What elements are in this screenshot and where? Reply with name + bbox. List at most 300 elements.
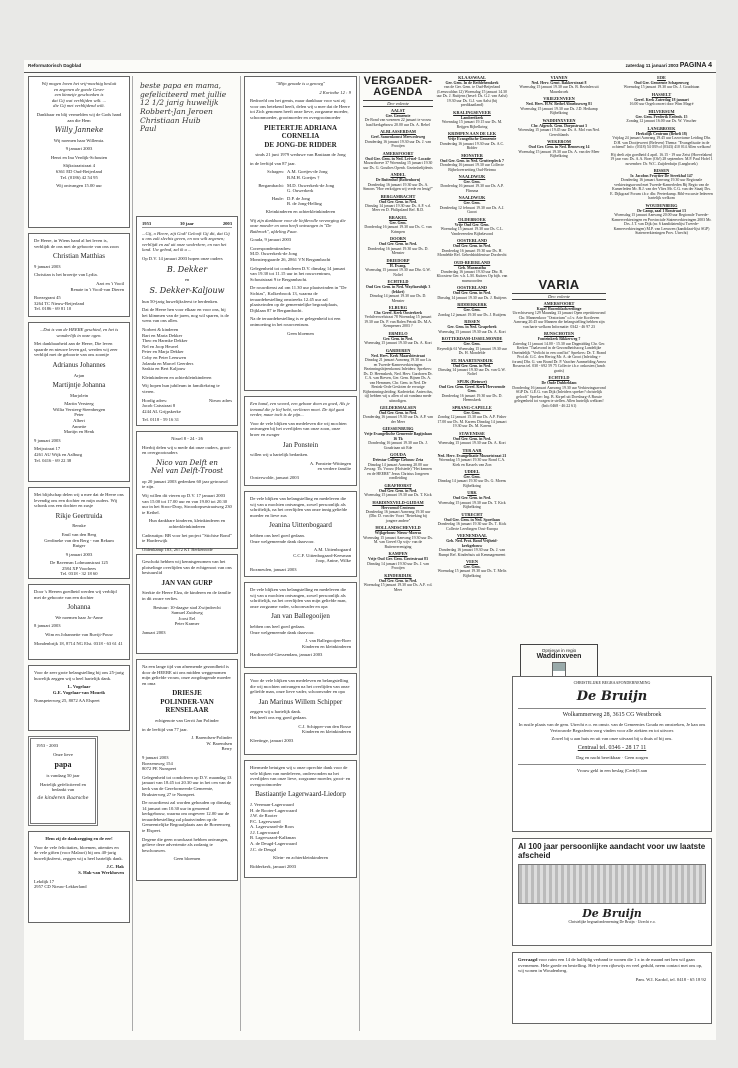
agenda-detail: Zaterdag 11 januari 14.00 - 15.30 uur Dagmiddag Chr. Ger. Kerken "Taalavond in de Gezondheidszorg Landelijke Oneindelijk "Verlicht in een conflict" Sprekers: Dr. T. Brand Prof.dr. G.C. den Hertog Mr. A. de Groot (Inleiding + forum) Dhr. G. van Brand Dr. P. Vaacher Aanmelding Arnea Bosseus tel. 030 - 692 59 75 Collecte t.b.v. onkosten (lunch gratis) <box>512 341 607 373</box>
agenda-church: Chr. Geref. Kerk Oosterkerk <box>373 310 423 315</box>
de-bruijn-ad-2 <box>512 838 712 946</box>
waddinxveen-ad: Opnieuw in regio Waddinxveen <box>520 644 598 700</box>
visit-info: Wij willen dit vieren op D.V. 17 januari 2003 van 15.00 tot 17.00 uur en van 19.00 tot 20.30 uur in het Stroo-Dorp, Stroodorpsestraatweg 230 te Kethel. <box>142 493 232 515</box>
poem: Een hand, een woord, een gebaar doen zo goed, Als je iemand die je lief hebt, verliezen moet. De tijd gaat verder, maar toch is de pijn... <box>250 401 350 418</box>
agenda-church: Oud Ger. Gem. in Ned. <box>378 199 418 204</box>
agenda-church: Ger. Gem. <box>463 179 481 184</box>
agenda-church: Oud Ger. Gem. in Ned. <box>378 488 418 493</box>
agenda-church: Oud Ger. Gem. in Ned. <box>452 291 492 296</box>
agenda-church: Oud Ger. Gem. in Ned. <box>452 363 492 368</box>
parents: Emil van den Berg Gerdineke van den Berg - van Rekum Rutger <box>44 531 114 549</box>
agenda-church: Ger. Gem. In de Bethlehemkerk <box>445 80 499 85</box>
agenda-item <box>436 432 508 446</box>
quote: "Mijn genade is u genoeg" <box>275 81 326 86</box>
agenda-place: SPIJK (Betuwe) <box>457 378 487 384</box>
agenda-detail: Zondag 12 januari 15.30 uur Ds. A.P. Fisher 17.00 uur Ds. M. Karens Dinsdag 14 januari 19.30 uur Ds. M. Karens <box>437 415 507 429</box>
agenda-place: SPRANG-CAPELLE <box>452 404 492 410</box>
thanks-uittenbogaard <box>244 491 357 577</box>
agenda-church: Ger. Gem. <box>463 564 481 569</box>
agenda-place: VIANEN <box>550 75 568 80</box>
agenda-church: Geref. Kerk Zaterdag 18 januari <box>634 97 689 102</box>
condolence-info: Gelegenheid tot condoleren D.V. dinsdag 14 januari van 19.30 tot 11.15 uur in het rouwcentrum, Schoutstraat 9 te Bergambacht. <box>250 265 346 282</box>
agenda-subtitle: Dee volente <box>363 100 433 107</box>
text: Voor de vele felicitaties, bloemen, attenties en de vele giften (voor Malawi) bij ons 40-jarig huwelijksfeest, zeggen wij u heel hartelijk dank. <box>34 844 123 861</box>
phone: Centraal tel. 0346 - 28 17 11 <box>577 744 647 751</box>
child-nickname: Renske <box>72 523 86 529</box>
date-line: Op D.V. 14 januari 2003 hopen onze ouders <box>142 255 223 261</box>
agenda-detail: Woensdag 15 januari 19.30 uur Ds. A. Kort <box>438 329 506 334</box>
parents: Wim en Johannette van Ruvijt-Pouw <box>45 631 113 637</box>
address: Lekdijk 17 2957 CD Nieuw-Lekkerland <box>34 878 87 890</box>
anniversary-van-delft <box>136 431 238 552</box>
birth-announcement-johanna <box>28 584 130 660</box>
agenda-place: BUNSCHOTEN <box>543 331 575 337</box>
agenda-church: Ger. Gem. <box>463 308 481 313</box>
page-date: zaterdag 11 januari 2003 PAGINA 4 <box>625 62 712 69</box>
address: Jacob Catsstraat 8 4244 AL Grijpskerke <box>142 403 181 414</box>
agenda-place: WOUDENBERG <box>645 202 678 208</box>
visit-info: Wij ontvangen 15.00 uur <box>56 183 102 189</box>
agenda-detail: Woensdag 15 januari 19.30 uur Ds. J.D. Heikamp Bijbelkring <box>520 106 598 116</box>
agenda-place: DOORN <box>390 236 406 242</box>
agenda-item <box>512 302 606 329</box>
agenda-church: Lambertkerk <box>460 115 484 120</box>
column-divider <box>359 76 360 1031</box>
agenda-item <box>512 76 606 94</box>
agenda-detail: Donderdag 16 januari 19.30 uur Ds. J. van Rumpt Ref. Kinderhuis uit Kenmagemeent <box>438 548 506 557</box>
agenda-detail: 16.00 uur Orgelconcert door Wim Magré <box>629 102 694 107</box>
agenda-item <box>436 491 508 509</box>
agenda-detail: Dinsdag 21 januari Aanvang 19.30 uur Lis en Tweede-Kamerverkiezingen Bezinningsbijeenkomst Inleiders: Sprekers: Ds. D. Heemskerk, Ned. Herv. Gardoren Dr. C.A. van Rieven, Ger. Gem. Bijnen Ds. A. van Hemmen, Chr. Gem. in Ned. De Bezink-Orde Gesloten de ervarige Bijbezinningsleiding. Kadertekst. Anten dus, tij) hebben wij u allen of uit vandana mede uitnodigen. <box>363 358 433 403</box>
agenda-church: Ger. Gem. <box>463 410 481 415</box>
agenda-detail: Donderdag 16 januari 19.30 uur Ds. D. Menster <box>367 246 429 256</box>
agenda-item <box>436 132 508 150</box>
agenda-detail: Vrijdag 24 januari Aanvang 19.45 uur Lezovianse Leiding Dhr. D.H. van Dooijeweert (Beleven) Thema: "Evangelisatie in de ochtend" Info: (0318) 54 039 of (0343) 410 014 Allen welkom! <box>612 136 711 150</box>
agenda-church: Oud Ger. Gem. in Ned. <box>378 578 418 583</box>
agenda-church: Oud Ger. Gem. in Ned. Lei-nel- Locatie <box>365 156 431 161</box>
agenda-church: Oud Ger. Gem. in Ned. Sportlaan <box>444 517 500 522</box>
agenda-place: GELDERMALSEN <box>379 405 417 411</box>
agenda-place: ANDEL <box>390 172 406 178</box>
child-nickname-2: Marjolein <box>69 392 89 398</box>
deceased-name: DRIESJE POLINDER-VAN RENSELAAR <box>160 689 214 715</box>
thanks-anniversary-vogelaar <box>28 665 130 731</box>
text: willen wij u hartelijk bedanken. <box>250 452 309 458</box>
agenda-item <box>363 484 433 498</box>
address: De Ravensm Lohmanstraat 125 2584 XP Voorhees Tel. 0318 - 32 18 60 <box>49 560 109 577</box>
signature: de kinderen Baarsche <box>37 795 89 801</box>
agenda-church: Chr. Afgesch. Gem. Dorpsstraat 3 <box>531 123 587 128</box>
column-divider <box>240 76 241 1031</box>
deceased-name: Bastiaantje Lagerwaard-Liedorp <box>255 790 346 799</box>
agenda-detail: Donderdag 16 januari 19.30 uur Ds. A. Simons "Hoe verkrijgen wij vrede en lenig?" <box>363 182 433 192</box>
agenda-place: LANGBROEK <box>647 125 676 131</box>
agenda-church: De Buitenhof (Boltenhorn) <box>375 178 421 183</box>
date: Ridderkerk, januari 2003 <box>250 863 297 869</box>
children: J. Barendsen-Polinder W. Barendsen Berry <box>191 735 232 752</box>
agenda-church: Ger. Gem. <box>389 220 407 225</box>
thanks-line: Dankbaar en blij vermelden wij de Gods hand aan die Hem <box>36 111 122 123</box>
de-bruijn-logo: De Bruijn <box>582 906 642 920</box>
address: Nunspeterweg 25, 8072 AA Elspeet <box>34 698 100 704</box>
agenda-detail: Woensdag 15 januari 19.45 uur Ds. A. Mol van Ned. Gerechlands <box>518 128 600 137</box>
grandchildren: Klein- en achterkleinkinderen <box>273 855 328 861</box>
agenda-detail: Donderdag 16 januari 19.30 uur Dhr. B. Kloosterz Ger. v.h. L.M. Kuiters Op bijb. van manwoorden <box>436 270 508 283</box>
signature: C.J. Schipper-van den Bosse Kinderen en kleinkinderen <box>298 723 351 735</box>
agenda-item <box>436 406 508 429</box>
agenda-detail: Woensdag 15 januari 19.30 uur Ds. T. Kick <box>364 493 432 498</box>
agenda-item <box>436 470 508 488</box>
signature: A. Ponstein-Wittingen en verdere familie <box>309 460 351 472</box>
agenda-place: OOSTERLAND <box>456 238 488 244</box>
agenda-item <box>363 306 433 329</box>
agenda-item <box>363 173 433 191</box>
date-line: op 20 januari 2003 gedenken 60 jaar getrouwd te zijn. <box>142 478 228 490</box>
agenda-item <box>363 552 433 570</box>
agenda-place: WEKEROM <box>547 139 571 145</box>
agenda-place: NAALDWIJK <box>458 195 486 201</box>
agenda-place: VEENENDAAL <box>456 533 488 539</box>
agenda-place: VEEN <box>466 559 478 565</box>
agenda-item <box>363 427 433 450</box>
de-bruijn-logo: De Bruijn <box>576 688 648 704</box>
agenda-detail: Woensdag 15 januari 19.30 uur Ds. A.F. v.d. Meer <box>363 583 433 592</box>
thanks-ballegooijen <box>244 582 357 668</box>
agenda-title: VERGADER- AGENDA <box>363 75 433 98</box>
agenda-place: ECHTELD <box>548 375 570 381</box>
signature: J. van Ballegooijen-Boer Kinderen en kleinkinderen <box>302 638 351 649</box>
agenda-item <box>436 513 508 531</box>
agenda-item <box>610 169 713 201</box>
agenda-detail: Donderdag 16 januari 19.30 uur Ds. J. van Prooijen <box>364 139 432 149</box>
birth-announcement-rikje <box>28 487 130 579</box>
names: J.C. Hak S. Hak-van Werkhoven <box>78 864 124 875</box>
date: Oosterwolde, januari 2003 <box>250 474 299 480</box>
meeting-info: Na de teraardebestelling is er gelegenheid tot een ontmoeting in het rouwcentrum. <box>250 316 341 327</box>
agenda-church: Geb. Ned. Prot. Bond Vrijheid-kerkgebouw <box>446 539 498 548</box>
agenda-detail: Verhilverwelstraat 78 Woensdag 15 januari 19.30 uur Ds. P. van Balen Petrak Ds. M.A. Kempeners 2003 ? <box>364 315 432 329</box>
agenda-church: Vrije Evangelische Gemeente <box>447 137 497 142</box>
agenda-item <box>363 259 433 277</box>
agenda-church: Wijkgebouw Nieuw-Moeras <box>374 531 422 536</box>
agenda-detail: Donderdag 16 januari 19.30 uur Collecte Bijbeloverzetting Oud-Beirma <box>440 163 504 172</box>
agenda-place: KRIMPEN AAN DE LEK <box>447 131 497 137</box>
agenda-detail: Donderdag 16 januari 19.30 uur Ds. A.P. van der Meer <box>363 415 433 424</box>
text: hebben ons heel goed gedaan. Onze welgemeende dank daarvoor. <box>250 623 315 635</box>
agenda-item <box>436 175 508 193</box>
date: Boxmeulen, januari 2003 <box>250 566 297 572</box>
agenda-church: Oud Ger. Gem. Geref. Kerk Hervormde Gem. <box>438 384 506 394</box>
agenda-church: Oud Ger. Gem. in Ned. <box>452 496 492 501</box>
date: Hardinxveld-Giessendam, januari 2003 <box>250 652 323 658</box>
agenda-detail: Dinsdag 14 januari 19.30 uur Ds. J. van Prooijen <box>367 561 429 571</box>
agenda-place: KINDERDIJK <box>384 572 412 578</box>
agenda-church: Oud Ger. Gem. in Ned. Benneweg 14 <box>528 145 590 150</box>
deceased-name: PIETERTJE ADRIANA CORNELIA DE JONG-DE RIDDER <box>263 123 338 149</box>
agenda-place: UTRECHT <box>461 511 483 517</box>
agenda-church: Oud Ger. Gem. in Ned. Grutterpleck 7 <box>440 158 504 163</box>
agenda-item <box>436 111 508 129</box>
agenda-item <box>363 216 433 234</box>
address: Boezegrant 45 3264 TC Nieuw-Beijerland Tel. 0186 - 69 81 10 <box>34 295 85 312</box>
agenda-detail: Dinsdag 14 januari 19.30 uur Ds. van G.W. Noltel <box>438 367 506 377</box>
birth-date: 9 januari 2003 <box>65 146 93 152</box>
intro: Met blijdschap delen wij u mee dat de Heere ons levendig ons een dochter en mijn ouders. Wij schonk ons een dochter en zusje <box>34 492 124 509</box>
birth-date: 9 januari 2003 <box>65 551 93 557</box>
wife-name: S. Dekker-Kaljouw <box>149 285 225 295</box>
child-nickname: Wij noemen haar Willemia. <box>53 137 105 143</box>
varia-list <box>512 302 606 640</box>
agenda-place: GARDEREN <box>385 347 411 353</box>
newspaper-name: Reformatorisch Dagblad <box>28 63 82 68</box>
child-name: Adrianus Johannes <box>52 360 106 369</box>
agenda-place: OOSTERLAND <box>456 285 488 291</box>
agenda-church: Fonteinkerk Rikkerweg 7 <box>537 337 581 342</box>
address: 9 januari 2003 Boezemweg 154 8072 PE Nunspeet <box>142 754 177 772</box>
agenda-item <box>436 303 508 317</box>
text: Voor de zeer grote belangstelling bij ons 25-jarig huwelijk zeggen wij u heel hartelijk dank. <box>34 670 124 681</box>
agenda-church: Vrije Oud Ger. Gem. Grotestraat 83 <box>368 557 428 562</box>
note: Dag en nacht bereikbaar · Geen zorgen <box>576 755 648 761</box>
agenda-item <box>363 453 433 480</box>
agenda-church: Driestar College Gebouw Zeta <box>372 458 424 463</box>
poem: Wij mogen loven het vrij-machtig besluit en zegenen de goede Gever een kinnetje geschonken is dat Gij wat verblijden wilt. ... die Gij met verblijdend wilt. <box>41 81 117 109</box>
agenda-church: Ger. Gemeente <box>385 113 411 118</box>
agenda-church: Ned. Herv. Kerk Maarsbiestraat <box>371 353 425 358</box>
agenda-church: Oud Ger. Gem. in Ned. Wayfiaruhijk 3 (lekket) <box>365 285 431 294</box>
address: Oldenkamp 183, 2672 KT Berkenrode <box>142 546 213 552</box>
agenda-church: H. Evang. <box>389 263 407 268</box>
agenda-place: HOLLANDSCHEVELD <box>375 525 421 531</box>
text: Zowel bij u aan huis en uit van onze uitvaart bij u thuis of bij ons. <box>551 736 673 742</box>
parents: Henri en Ina Verdijk-Schouten <box>50 154 108 160</box>
agenda-detail: Donderdag 16 januari 19.30 uur Ds. T. Kick Collecte Leerlingen Oost-Europa <box>437 522 507 531</box>
agenda-place: AALST <box>390 108 406 113</box>
varia-subtitle: Deo volente <box>512 293 606 300</box>
de-bruijn-ad: CHRISTELIJKE BEGRAAFONDERNEMING De Bruijn Wolkammerweg 28, 3615 CG Westbroek In rustle plaats van de gem. Utrecht e.o. en omstr. van de Gemeentes Gouda en omstreken, Je kan ons Vertrouwde Begrafenis-zorg vinden voor alle ziekten en tot uitvoer. Zowel bij u aan huis en uit van onze uitvaart bij u thuis of bij ons. Centraal tel. 0346 - 28 17 11 Dag en nacht bereikbaar · Geen zorgen Vrouw gekl in een beslag (Cede)3 aan <box>512 676 712 832</box>
agenda-list <box>610 76 713 236</box>
agenda-item <box>436 320 508 334</box>
child-name: Christian Matthias <box>53 252 105 261</box>
agenda-place: GIESSENBURG <box>382 426 414 432</box>
agenda-detail: Dinsdag 14 januari 19.30 uur Ds. G. Moens Bijbelkring <box>437 479 507 488</box>
agenda-item <box>436 449 508 467</box>
agenda-place: WADDINXVEEN <box>542 117 576 123</box>
address: Slijkstraatstraat 4 6361 ED Oud-Beijerland Tel. (0186) 42 54 95 <box>55 163 103 180</box>
page-header <box>24 60 716 73</box>
agenda-church: Oud Ger. Gem. in Ned. <box>378 410 418 415</box>
agenda-place: HASSELT <box>651 91 672 97</box>
agenda-place: ST. MAARTENSDIJK <box>451 357 493 363</box>
agenda-church: De Camp, zaal 1 Bosstraat 13 <box>637 208 686 213</box>
agenda-detail: Woensdag 15 januari 19.30 uur Ds. B. Bezinlen uit Maarsbroek <box>519 85 599 94</box>
intro: De Heere, in Wiens hand al het leven is, verblijdt de ons met de geboorte van ons zoon <box>34 238 119 249</box>
agenda-item <box>512 140 606 158</box>
agenda-church: Hervormd Centrum <box>381 505 415 510</box>
agenda-item <box>363 237 433 255</box>
agenda-place: GOUDA <box>390 452 406 458</box>
agenda-church: De Oude Dubbeldam <box>541 381 577 386</box>
agenda-item <box>512 119 606 137</box>
child-nickname: Arjan <box>73 372 85 378</box>
agenda-place: OLDEBROEK <box>458 216 486 222</box>
birthday-card-papa <box>28 736 98 826</box>
agenda-church: Ger. Gem. in Ned. <box>383 336 413 341</box>
thanks-schipper <box>244 673 357 755</box>
deceased-name: Jan Marinus Willem Schipper <box>258 697 343 706</box>
agenda-place: TER AAR <box>462 447 482 453</box>
signature: A.M. Uittenbogaard C.C.F. Uittenbogaard-Keesman Joop, Anine, Wilke <box>293 547 351 564</box>
column-divider <box>132 76 133 1031</box>
agenda-item <box>512 97 606 115</box>
parents: Aart en 't Vooil Renate in 't Vooil-van Dieren <box>70 280 124 292</box>
agenda-detail: Woensdag 15 januari 19.30 uur Ds. A. van der Meer Bijbelkring <box>518 149 600 159</box>
agenda-place: BERGAMBACHT <box>380 193 416 199</box>
agenda-detail: Zondag 12 januari 19.30 uur Ds. J. Ruitjens <box>437 312 507 317</box>
agenda-church: Ger. Gem. <box>463 201 481 206</box>
death-notice-polinder <box>136 659 238 881</box>
agenda-item <box>436 380 508 403</box>
agenda-detail: Hij deelt zijn goedheid 4 april. 16.15 - 19 uur Zeist (Hoevelaken) 19 jaar van: Ds. A.A. Boer (Oh!) 28 september. M.P. Paul Hofel 1 november: Dr. W.C. Zuijderduijn (Langbroek) <box>610 152 713 166</box>
line: Onze lieve <box>53 751 73 757</box>
agenda-church: Oud Ger. Gemeente Schapenweg <box>634 80 689 85</box>
agenda-detail: Donderdag 16 januari 19.30 uur Ds. A.C. Ridder <box>439 141 505 151</box>
children-list: Schagen: A.M. Goetjes-de Jong B.M.H. Goetjes † Bergambacht: M.D. Ouwerkerk-de Jong G. Ouwerkerk Haule: D.P. de Jong B. de Jong-Helling <box>258 169 335 207</box>
anniversary-dekker: 1953 30 jaar 2003 ...Gij, o Heere, zijt God! Gelooft Gij dit, dat Gij u ons zult slechts geven, en ons wilt zegenen; verblijdt en zal uit onze wederkere, en van het land. Uw gebod, zal ik u ... Op D.V. 14 januari 2003 hopen onze ouders B. Dekker en S. Dekker-Kaljouw hun 50-jarig huwelijksfeest te herdenken. Dat de Heere hen voor elkaar en voor ons, bij het klimmen van de jaren, nog wil sparen, is de wens van ons allen. Norbert & kinderen Bart en Maria Dekker Theo en Harmke Dekker Nel en Joop Heuvel Peter en Marja Dekker Coby en Peter Leeuwen Jolanda en Marcel Geerders Saskia en Bert Kaljouw Kleinkinderen en achterkleinkinderen Wij hopen hun jubileum in familiekring te vieren. Hordig adres: Nieuw adres Jacob Catsstraat 8 4244 AL Grijpskerke Tel. 0118 - 59 16 31 <box>136 216 238 426</box>
reference: 2 Korinthe 12 : 9 <box>319 89 351 95</box>
agenda-place: EDE <box>657 75 666 80</box>
agenda-detail: Donderdag 16 januari 19.30 uur Ds. H. Mondeble Ref. Gebedsbiddenisse Dordrecht <box>437 248 507 258</box>
agenda-place: KAMPEN <box>388 551 408 557</box>
agenda-item <box>436 560 508 578</box>
agenda-church: Oud Ger. Gem. in Ned. <box>452 244 492 249</box>
text: De vele blijken van belangstelling en medeleven die wij van u mochten ontvangen, zowel persoonlijk als schriftelijk, na het overlijden van onze innig geliefde moeder en lieve zus <box>250 496 348 518</box>
column-agenda-1 <box>363 76 433 1031</box>
agenda-church: Oud Ger. Gem. in Ned. <box>452 436 492 441</box>
agenda-item <box>363 501 433 524</box>
headline: Al 100 jaar persoonlijke aandacht voor uw laatste afscheid <box>518 842 706 860</box>
agenda-place: ROTTERDAM-IJSSELMONDE <box>441 336 503 342</box>
agenda-detail: Donderdag 16 januari 19.30 uur Ds. A.P. Flinsma <box>440 184 504 193</box>
agenda-place: DRIEDORP <box>386 257 410 263</box>
agenda-church: Ned. Herv. Evangelisatie Mozartstraat 21 <box>437 453 507 458</box>
agenda-place: AMERSFOORT <box>382 150 414 156</box>
agenda-detail: Woensdag 15 januari 19.30 uur Ds. T. Melis Bijbelkring <box>437 569 507 578</box>
birth-date: 9 januari 2003 <box>34 263 61 269</box>
body: Met dankbaarheid aan de Heere, Die leven spaarde en nieuwe leven gaf, werden wij zeer verblijd met de geboorte van ons zoontje <box>34 341 118 358</box>
agenda-place: ELBURG <box>388 305 408 310</box>
agenda-item <box>363 280 433 303</box>
agenda-detail: Dinsdag 14 januari 19.30 uur Ds. A.F. v.d. Meer en D. Philipsland Ref. R.D. <box>365 203 431 213</box>
address: Mondenbrijk 18, 8714 NG Elst. 0318 - 63 61 41 <box>34 640 123 646</box>
agenda-item <box>610 204 713 236</box>
date: Gouda, 9 januari 2003 <box>250 237 292 243</box>
agenda-church: Oud Ger. Gem. in Ned. <box>378 242 418 247</box>
agenda-church: Ger. Gem. <box>463 474 481 479</box>
agenda-detail: Donderdag 16 januari 19.30 uur Ds. J. Goudriaan uit Ede <box>368 441 428 450</box>
column-1 <box>28 76 130 928</box>
text: Na een lange tijd van afnemende gezondheid is door de HEERE uit ons midden weggenomen mijn geliefde vrouw, onze zorgdragende moeder en oma <box>142 664 231 686</box>
agenda-item <box>363 130 433 148</box>
agenda-item <box>610 76 713 90</box>
house-photo <box>518 864 706 904</box>
correspondence-address: Correspondentieadres: M.D. Ouwerkerk-de Jong Monsterpgaarde 26, 2861 VN Bergambacht <box>250 245 331 263</box>
footer: Vrouw gekl in een beslag (Cede)3 aan <box>576 767 648 773</box>
agenda-church: Vrije Evangelische Gemeente Bagijnlaan 16 Tk <box>364 432 432 441</box>
agenda-detail: Donderdag 12 februari 19.30 uur Ds. A.J. Gaoot <box>439 205 505 215</box>
agenda-detail: Donderdag 16 januari Aanvang 19.30 uur Regionale verkiezingsavond met Tweede-Kamerleden Bij Regio van de Kamerleden Mr. B.J. van der Vlies Mr. C.G. van der Staaij Drs. E. Dijkgraaf Forum t.b.v. dhr. Peeterkamp. Bibl-excursie Iedereen hartelijk welkom <box>610 178 713 201</box>
agenda-church: Ger. Gem. <box>463 342 481 347</box>
agenda-place: KRALINGSEVEER <box>453 109 491 115</box>
agenda-place: RISSEN <box>464 319 480 325</box>
agenda-detail: van de Ger. Gem. te Oud-Beijerland (Leeuwaldan 12) Woensdag 15 januari 14.30 uur Ds. J. Ruitjens (besef: Ds. G.J. van Aalst) 19.30 uur Ds. G.J. van Aalst (bij predikaatland) <box>436 85 508 108</box>
agenda-detail: Woensdag 15 januari Aanvang 19.30 uur Ds. M. van Grevel Op wijs- van de Buitenvereniging <box>363 535 433 549</box>
line: Hartelijk gefeliciteerd en bedankt van <box>40 781 86 793</box>
child-name-2: Martijntje Johanna <box>52 381 106 390</box>
child-nickname: We noemen haar Jo-Anne <box>55 614 103 620</box>
agenda-place: GRAFHORST <box>384 482 412 488</box>
years: Nissel 8 - 24 - 26 <box>171 436 203 441</box>
death-notice-de-jong <box>244 76 357 391</box>
address: Wolkammerweg 28, 3615 CG Westbroek <box>562 711 662 718</box>
agenda-church: Ger. Gem. Frederik Eedenh. 15 <box>635 114 688 119</box>
contact: Pam. W.I. Kardol, tel. 0418 - 65 18 92 <box>635 976 706 982</box>
agenda-detail: Mozarthoeve 37 Woensdag 15 januari 19.30 uur Ds. G. Gouthes Openb. Gezinsbelijdenis <box>363 161 433 170</box>
condolence-info: Gelegenheid tot condoleren op D.V. maandag 13 januari van 18.45 tot 20.30 uur in het cen van de kerk van de Gereformeerde Gemeente, Bruksterweg 27 te Nunspeet. <box>142 774 232 797</box>
agenda-item <box>436 239 508 257</box>
agenda-list <box>436 76 508 578</box>
column-agenda-2 <box>436 76 508 1031</box>
agenda-detail: Donderdag 16 januari Aanvang 19.30 uur (Dhr. D. van der Voort "Betreking bij jongere andere" <box>365 510 431 523</box>
agenda-detail: Donderdag 16 januari Aanvang 19.30 uur Verkiezingsavond SGP Ds. G.E.G. van Dijk (Inleiders spreker? christelijk gelooft" Spreker: Ing. B. Kirpel uit Doesburg-A Bussie gelegenheid tot vragen te stellen. Allen hartelijk welkom! (Info 0468 - 46 22 61) <box>512 385 606 408</box>
agenda-place: ERMELO <box>388 330 408 336</box>
agenda-place: VRIEZENVEEN <box>543 96 575 102</box>
varia-title: VARIA <box>538 277 580 292</box>
agenda-detail: De Bond van wezenen 22 januari te vrouw haaf/kerkgebouw 20.00 uur Ds. A. Rebel <box>364 118 432 127</box>
address: Meijsstraat 17 4261 AU Wijk en Aalburg Tel. 0416 - 69 22 38 <box>34 446 83 463</box>
agenda-detail: Woensdag 15 januari 19.30 uur Ds. T. Kick Bijbelkring <box>438 500 506 510</box>
birth-announcement-willy <box>28 76 130 228</box>
age: in de leeftijd van 87 jaar. <box>250 160 296 166</box>
agenda-item <box>610 93 713 107</box>
text: De vele blijken van belangstelling en medeleven die wij van u mochten ontvangen, zowel persoonlijk als schriftelijk, na het overlijden van mijn geliefde man, onze zorgzame vader, schoonvader en opa <box>250 587 347 609</box>
text: zeggen wij u hartelijk dank. Het heeft ons erg goed gedaan. <box>250 709 307 720</box>
grandchildren: Kleinkinderen en achterkleinkinderen <box>265 208 336 214</box>
agenda-place: HARDINXVELD-GIJDAM <box>372 499 424 505</box>
agenda-detail: Woensdag 15 januari 19.30 uur Ds. A. Kort <box>364 341 432 346</box>
agenda-item <box>363 195 433 213</box>
agenda-detail: Dinsdag 14 januari Aanvang 20.00 uur Zevrag: Th. Vrouw (Hofstede) "Het kennen en de HEERE" Jezus Christus Jongeren rondleiding <box>364 462 432 481</box>
column-agenda-4 <box>610 76 713 636</box>
agenda-place: UDDEL <box>464 469 480 474</box>
agenda-item <box>610 153 713 166</box>
agenda-item <box>363 349 433 403</box>
phone: Tel. 0118 - 59 16 31 <box>142 417 180 423</box>
agenda-list <box>363 109 433 592</box>
widow-of: sinds 21 juni 1979 weduwe van Bastiaan de Jong <box>255 152 346 158</box>
birth-date: 8 januari 2003 <box>34 623 61 629</box>
child-name: Johanna <box>67 603 91 612</box>
text: Hierbij delen wij u mede dat onze ouders, groot- en overgrootouders <box>142 444 232 456</box>
agenda-place: MONSTER <box>461 152 483 158</box>
intro: ...Dat is van de HEERE geschied, en het is wonderlijk in onze ogen. <box>39 327 119 338</box>
funeral-info: De rouwdienst zal om 11.30 uur plaatsvinden in "De Sichtas", Kolkerbrook 13, waarna de teraardebestelling omstreeks 12.45 uur zal plaatsvinden op de gemeentelijke begraafplaats, Dijklaan 87 te Bergambacht. <box>250 285 347 313</box>
spouse: echtgenote van Gerrit Jan Polinder <box>155 717 219 723</box>
agenda-item <box>512 332 606 373</box>
agenda-detail: Woensdag 15 januari Aanvang 20.00 uur Regionale Tweede-Kamerverkiezingen en Provinciale Statenverkiezingen 2003 Mr. Drs. J.T. van Dijk (nr. 6 kandidatenlijst Tweede-Kamerverkiezingen) M.P. van Leeuwen (kandidaat-lijst SGP) Statenverkiezingen Prov. Utrecht) <box>611 213 712 236</box>
agenda-detail: Zondag 12 januari 16.00 uur Ds. W. Visscher <box>626 119 697 124</box>
heading: Hem zij de dankzegging en de eer! <box>45 836 113 841</box>
